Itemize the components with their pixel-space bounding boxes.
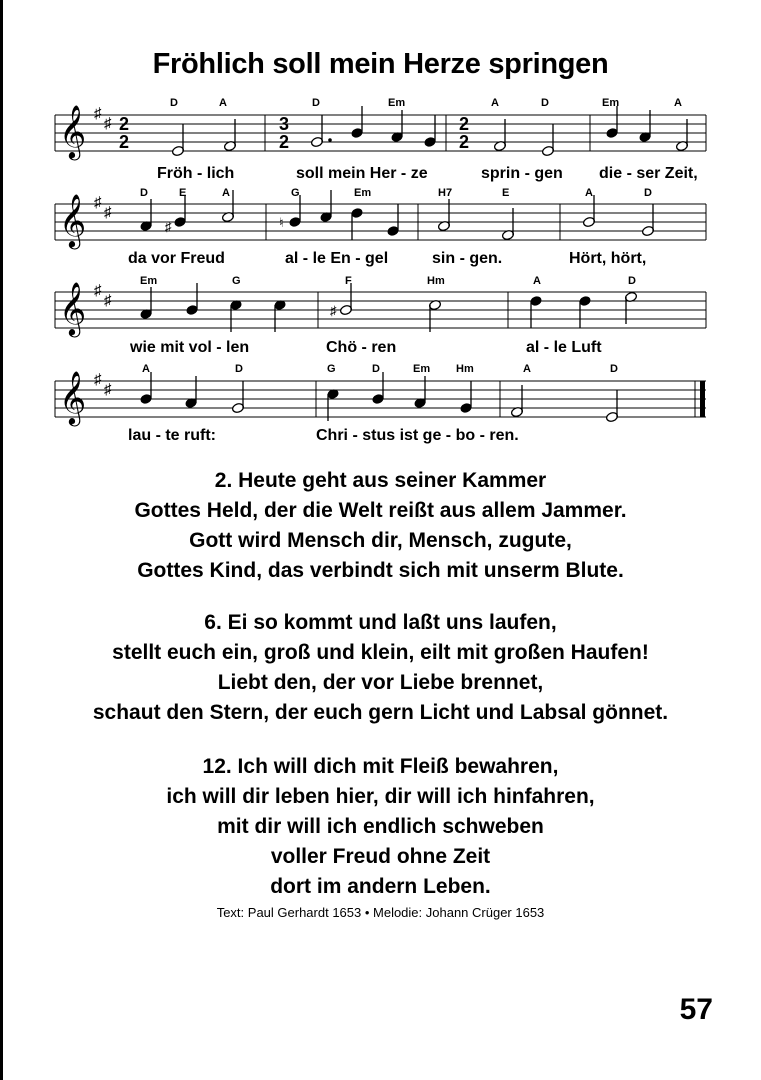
chord: D	[312, 97, 320, 109]
svg-text:♯: ♯	[94, 371, 102, 388]
svg-text:♯: ♯	[330, 303, 337, 318]
key-signature	[94, 282, 112, 309]
svg-text:♯: ♯	[94, 105, 102, 122]
lyric-text: Chri - stus ist ge - bo - ren.	[316, 427, 519, 444]
chord: A	[142, 363, 150, 375]
chord: G	[327, 363, 336, 375]
lyric-text: soll mein Her - ze	[296, 165, 428, 182]
chord: F	[345, 275, 352, 287]
chord-symbols-3	[140, 275, 636, 287]
chord-symbols-1	[170, 97, 682, 109]
svg-text:♯: ♯	[94, 194, 102, 211]
chord: D	[170, 97, 178, 109]
time-signature-2-2	[459, 114, 469, 152]
treble-clef-icon: 𝄞	[59, 371, 87, 423]
sheet-music	[0, 0, 761, 455]
verse-line: voller Freud ohne Zeit	[270, 845, 491, 868]
chord: G	[232, 275, 241, 287]
notes-1	[171, 106, 688, 157]
verse-line: dort im andern Leben.	[270, 875, 491, 898]
verse-line: ich will dir leben hier, dir will ich hinfahren,	[166, 785, 595, 808]
lyric-text: Fröh - lich	[157, 165, 235, 182]
svg-text:♯: ♯	[94, 282, 102, 299]
lyric-text: Hört, hört,	[569, 250, 647, 267]
chord: E	[502, 187, 510, 199]
chord: H7	[438, 187, 453, 199]
key-signature	[94, 194, 112, 221]
chord: Em	[388, 97, 406, 109]
chord-symbols-4	[142, 363, 618, 375]
key-signature	[94, 371, 112, 398]
svg-text:♯: ♯	[104, 292, 112, 309]
lyric-text: sprin - gen	[481, 165, 563, 182]
chord: D	[541, 97, 549, 109]
page-number: 57	[679, 993, 713, 1026]
lyrics-1	[157, 165, 698, 182]
staff-lines	[55, 204, 706, 240]
lyrics-4	[128, 427, 519, 444]
treble-clef-icon: 𝄞	[59, 282, 87, 334]
staff-system-4	[55, 363, 706, 444]
svg-text:2: 2	[279, 132, 290, 152]
song-title: Fröhlich soll mein Herze springen	[152, 48, 609, 80]
time-signature-3-2	[279, 114, 289, 152]
chord: D	[610, 363, 618, 375]
chord: A	[523, 363, 531, 375]
verse-line: Liebt den, der vor Liebe brennet,	[217, 671, 544, 694]
svg-text:♯: ♯	[104, 204, 112, 221]
chord: A	[491, 97, 499, 109]
svg-text:♯: ♯	[104, 115, 112, 132]
lyric-text: al - le En - gel	[285, 250, 389, 267]
key-signature	[94, 105, 112, 132]
verse-line: Gott wird Mensch dir, Mensch, zugute,	[189, 529, 572, 552]
chord: A	[585, 187, 593, 199]
svg-text:♯: ♯	[165, 219, 172, 234]
chord: D	[235, 363, 243, 375]
lyric-text: die - ser Zeit,	[599, 165, 698, 182]
chord: A	[222, 187, 230, 199]
svg-text:3: 3	[279, 114, 290, 134]
lyric-text: da vor Freud	[128, 250, 225, 267]
chord: A	[533, 275, 541, 287]
svg-text:♮: ♮	[279, 215, 284, 230]
lyric-text: Chö - ren	[326, 339, 397, 356]
verse-line: 12. Ich will dich mit Fleiß bewahren,	[202, 755, 559, 778]
verse-line: mit dir will ich endlich schweben	[217, 815, 544, 838]
chord: A	[219, 97, 227, 109]
chord: Em	[413, 363, 431, 375]
chord: D	[140, 187, 148, 199]
verse-6	[0, 608, 761, 728]
chord: A	[674, 97, 682, 109]
lyrics-3	[129, 339, 602, 356]
lyric-text: lau - te ruft:	[128, 427, 216, 444]
svg-text:2: 2	[459, 114, 470, 134]
lyric-text: sin - gen.	[432, 250, 503, 267]
svg-text:2: 2	[459, 132, 470, 152]
chord: Em	[602, 97, 620, 109]
verse-line: Gottes Held, der die Welt reißt aus allem Jammer.	[134, 499, 627, 522]
chord: D	[644, 187, 652, 199]
staff-system-1	[55, 97, 706, 182]
svg-text:♯: ♯	[104, 381, 112, 398]
treble-clef-icon: 𝄞	[59, 194, 87, 246]
lyric-text: wie mit vol - len	[130, 339, 250, 356]
chord: D	[628, 275, 636, 287]
svg-text:2: 2	[119, 132, 130, 152]
chord: D	[372, 363, 380, 375]
notes-2	[140, 190, 655, 241]
staff-system-2	[55, 187, 706, 267]
lyric-text: al - le Luft	[526, 339, 602, 356]
treble-clef-icon: 𝄞	[59, 105, 87, 157]
notes-3	[140, 283, 638, 332]
lyrics-2	[128, 250, 646, 267]
verse-line: Gottes Kind, das verbindt sich mit unserm Blute.	[137, 559, 624, 582]
staff-system-3	[55, 275, 706, 356]
time-signature-2-2	[119, 114, 129, 152]
svg-text:2: 2	[119, 114, 130, 134]
staff-lines	[55, 292, 706, 328]
verse-line: schaut den Stern, der euch gern Licht und Labsal gönnet.	[92, 701, 669, 724]
verse-2	[0, 466, 761, 586]
chord: Hm	[456, 363, 474, 375]
chord: G	[291, 187, 300, 199]
credits: Text: Paul Gerhardt 1653 • Melodie: Johann Crüger 1653	[216, 905, 545, 920]
chord: Hm	[427, 275, 445, 287]
verse-line: 2. Heute geht aus seiner Kammer	[214, 469, 547, 492]
verse-line: 6. Ei so kommt und laßt uns laufen,	[204, 611, 557, 634]
chord: E	[179, 187, 187, 199]
chord: Em	[354, 187, 372, 199]
verse-line: stellt euch ein, groß und klein, eilt mit großen Haufen!	[112, 641, 649, 664]
chord: Em	[140, 275, 158, 287]
verse-12	[0, 752, 761, 902]
notes-4	[140, 372, 619, 423]
chord-symbols-2	[140, 187, 652, 199]
